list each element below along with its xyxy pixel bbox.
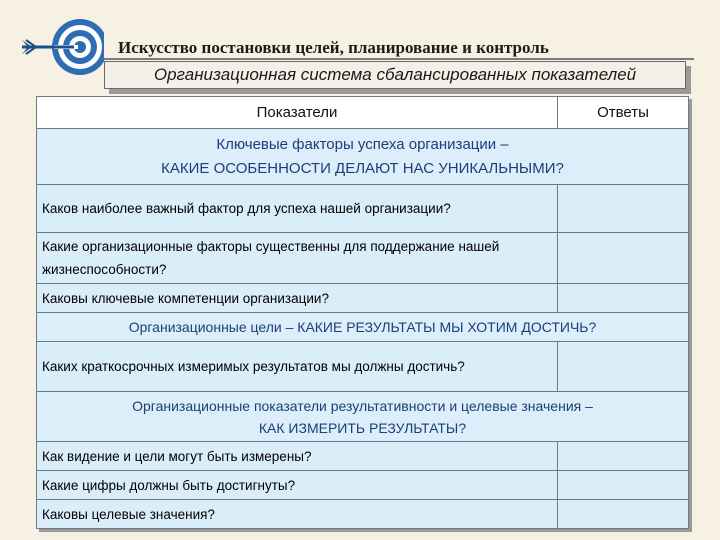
section-heading-line: Организационные показатели результативности и целевые значения –	[132, 397, 593, 414]
question-cell: Каков наиболее важный фактор для успеха нашей организации?	[37, 185, 558, 233]
section-heading-line: КАКИЕ ОСОБЕННОСТИ ДЕЛАЮТ НАС УНИКАЛЬНЫМИ?	[161, 159, 564, 177]
table-row	[37, 342, 689, 392]
target-arrow-icon	[14, 10, 104, 84]
subtitle-banner: Организационная система сбалансированных показателей	[104, 61, 686, 89]
question-cell: Каких краткосрочных измеримых результатов мы должны достичь?	[37, 342, 558, 392]
answer-cell[interactable]	[558, 233, 689, 284]
section-heading-row	[37, 129, 689, 185]
answer-cell[interactable]	[558, 500, 689, 529]
section-heading-row	[37, 392, 689, 442]
table-header-row	[37, 97, 689, 129]
question-cell: Как видение и цели могут быть измерены?	[37, 442, 558, 471]
column-header-indicators: Показатели	[37, 97, 558, 129]
table-row	[37, 500, 689, 529]
table-row	[37, 233, 689, 284]
section-heading	[37, 129, 689, 185]
section-heading-line: Ключевые факторы успеха организации –	[216, 135, 509, 153]
header-divider	[104, 58, 694, 60]
section-heading	[37, 392, 689, 442]
question-cell: Каковы целевые значения?	[37, 500, 558, 529]
section-heading: Организационные цели – КАКИЕ РЕЗУЛЬТАТЫ МЫ ХОТИМ ДОСТИЧЬ?	[37, 313, 689, 342]
page-title: Искусство постановки целей, планирование и контроль	[118, 38, 549, 57]
section-heading-row	[37, 313, 689, 342]
section-heading-line: КАК ИЗМЕРИТЬ РЕЗУЛЬТАТЫ?	[258, 419, 467, 436]
table-row	[37, 442, 689, 471]
table-row	[37, 471, 689, 500]
answer-cell[interactable]	[558, 185, 689, 233]
table-row	[37, 284, 689, 313]
answer-cell[interactable]	[558, 471, 689, 500]
answer-cell[interactable]	[558, 284, 689, 313]
scorecard-table	[36, 96, 689, 529]
column-header-answers: Ответы	[558, 97, 689, 129]
table-row	[37, 185, 689, 233]
question-cell: Какие цифры должны быть достигнуты?	[37, 471, 558, 500]
question-cell: Каковы ключевые компетенции организации?	[37, 284, 558, 313]
question-cell: Какие организационные факторы существенны для поддержание нашей жизнеспособности?	[37, 233, 558, 284]
answer-cell[interactable]	[558, 342, 689, 392]
answer-cell[interactable]	[558, 442, 689, 471]
